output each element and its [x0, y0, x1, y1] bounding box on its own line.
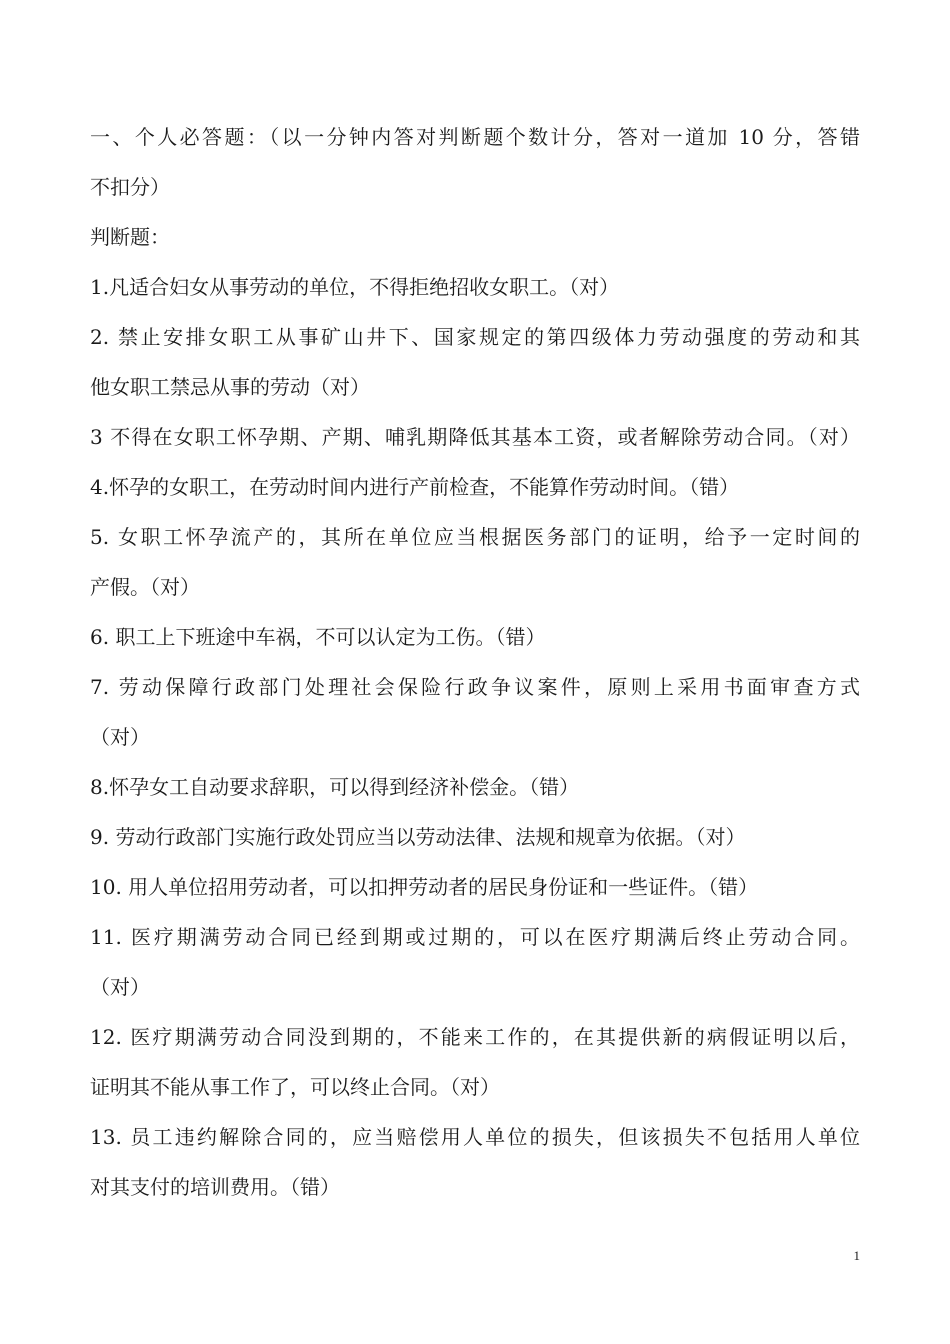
text-line: 产假。（对） [90, 575, 200, 599]
text-line: 5. 女职工怀孕流产的，其所在单位应当根据医务部门的证明，给予一定时间的 [90, 525, 860, 549]
text-line: 11. 医疗期满劳动合同已经到期或过期的，可以在医疗期满后终止劳动合同。 [90, 925, 860, 949]
document-body [90, 112, 860, 1212]
text-line: 7. 劳动保障行政部门处理社会保险行政争议案件，原则上采用书面审查方式 [90, 675, 860, 699]
text-line: 13. 员工违约解除合同的，应当赔偿用人单位的损失，但该损失不包括用人单位 [90, 1125, 860, 1149]
text-line: 对其支付的培训费用。（错） [90, 1175, 340, 1199]
text-line: 12. 医疗期满劳动合同没到期的，不能来工作的，在其提供新的病假证明以后， [90, 1025, 860, 1049]
text-line: 10. 用人单位招用劳动者，可以扣押劳动者的居民身份证和一些证件。（错） [90, 875, 759, 899]
text-line: 他女职工禁忌从事的劳动（对） [90, 375, 370, 399]
text-line: 判断题： [90, 225, 170, 249]
text-line: 3 不得在女职工怀孕期、产期、哺乳期降低其基本工资，或者解除劳动合同。（对） [90, 425, 860, 449]
text-line: 6. 职工上下班途中车祸，不可以认定为工伤。（错） [90, 625, 546, 649]
text-line: 不扣分） [90, 175, 170, 199]
text-line: 4.怀孕的女职工，在劳动时间内进行产前检查，不能算作劳动时间。（错） [90, 475, 740, 499]
text-line: 一、个人必答题：（以一分钟内答对判断题个数计分，答对一道加 10 分，答错 [90, 125, 860, 149]
text-line: 证明其不能从事工作了，可以终止合同。（对） [90, 1075, 500, 1099]
text-line: 8.怀孕女工自动要求辞职，可以得到经济补偿金。（错） [90, 775, 580, 799]
text-line: 1.凡适合妇女从事劳动的单位，不得拒绝招收女职工。（对） [90, 275, 620, 299]
text-line: （对） [90, 975, 150, 999]
page-number: 1 [853, 1248, 860, 1263]
text-line: 9. 劳动行政部门实施行政处罚应当以劳动法律、法规和规章为依据。（对） [90, 825, 746, 849]
text-line: 2. 禁止安排女职工从事矿山井下、国家规定的第四级体力劳动强度的劳动和其 [90, 325, 860, 349]
text-line: （对） [90, 725, 150, 749]
